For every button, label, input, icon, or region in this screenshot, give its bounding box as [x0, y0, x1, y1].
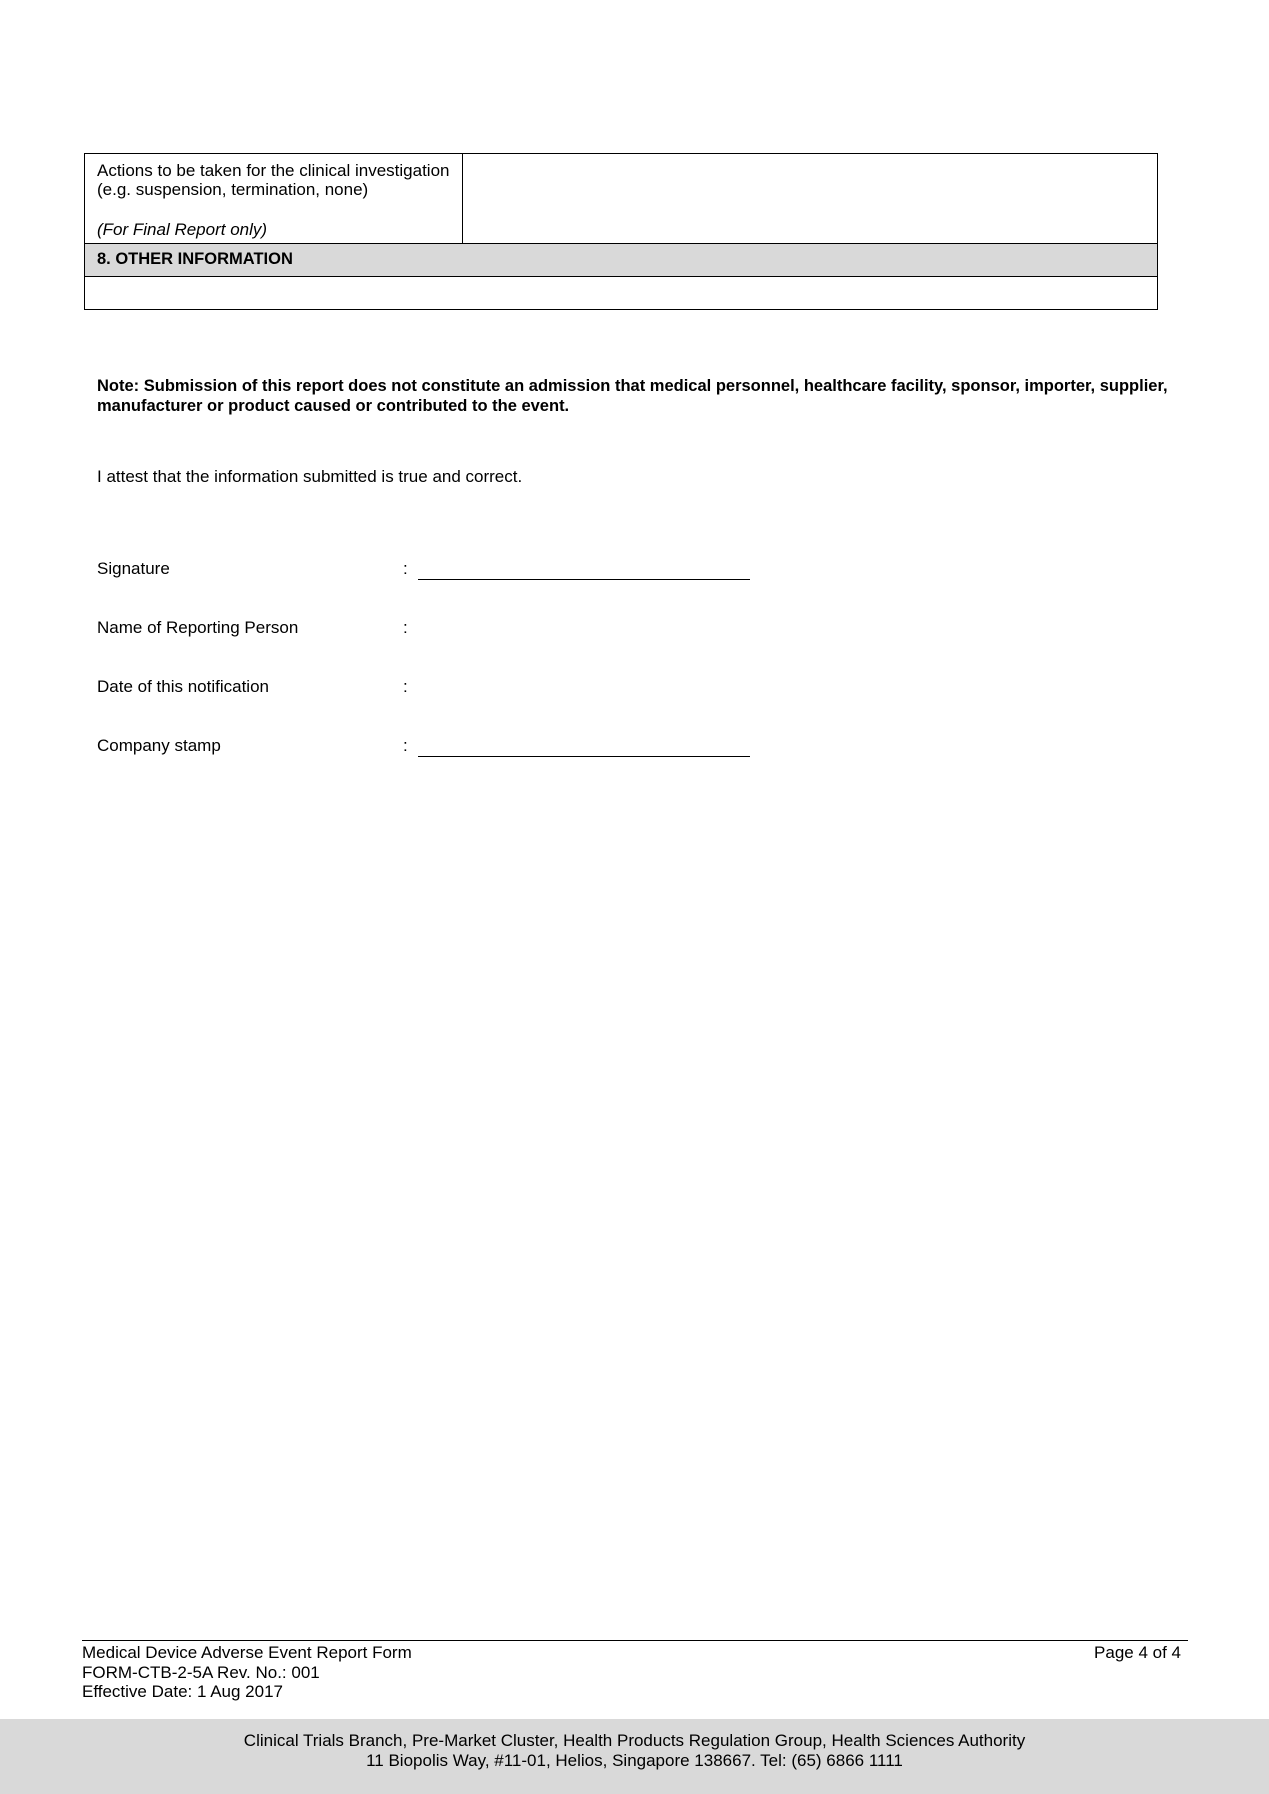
section-heading-row [85, 244, 1158, 277]
company-stamp-separator: : [403, 736, 408, 755]
company-stamp-label: Company stamp [97, 736, 221, 755]
reporting-person-separator: : [403, 618, 408, 637]
other-information-row [85, 277, 1158, 310]
footer-organization-band [0, 1719, 1269, 1794]
attestation-statement: I attest that the information submitted is true and correct. [97, 467, 523, 486]
disclaimer-note: Note: Submission of this report does not constitute an admission that medical personnel, healthcare facility, sponsor, importer, supplier, manufacturer or product caused or contributed to the event. [97, 377, 1168, 415]
actions-label-cell [85, 154, 463, 244]
footer-effective-date: Effective Date: 1 Aug 2017 [82, 1682, 283, 1701]
company-stamp-line[interactable] [418, 756, 750, 757]
footer-address: 11 Biopolis Way, #11-01, Helios, Singapore 138667. Tel: (65) 6866 1111 [366, 1750, 903, 1770]
other-information-field[interactable] [85, 277, 1158, 310]
signature-row [97, 559, 797, 583]
section-heading-other-information: 8. OTHER INFORMATION [85, 244, 1158, 277]
signature-label: Signature [97, 559, 170, 578]
actions-value-field[interactable] [463, 154, 1158, 244]
footer-page-number: Page 4 of 4 [1094, 1643, 1181, 1662]
signature-separator: : [403, 559, 408, 578]
footer-form-title: Medical Device Adverse Event Report Form [82, 1643, 412, 1662]
notification-date-label: Date of this notification [97, 677, 269, 696]
notification-date-row [97, 677, 797, 701]
actions-examples: (e.g. suspension, termination, none) [97, 180, 369, 199]
footer-form-info [82, 1643, 412, 1702]
actions-row [85, 154, 1158, 244]
footer-organization: Clinical Trials Branch, Pre-Market Cluster, Health Products Regulation Group, Health Sciences Authority [243, 1731, 1026, 1750]
form-table [84, 153, 1158, 310]
footer-form-code: FORM-CTB-2-5A Rev. No.: 001 [82, 1662, 320, 1682]
company-stamp-row [97, 736, 797, 760]
final-report-note: (For Final Report only) [97, 220, 268, 239]
actions-label: Actions to be taken for the clinical investigation [97, 161, 450, 180]
reporting-person-row [97, 618, 797, 642]
notification-date-separator: : [403, 677, 408, 696]
reporting-person-label: Name of Reporting Person [97, 618, 299, 637]
signature-line[interactable] [418, 579, 750, 580]
footer-divider [82, 1640, 1188, 1641]
